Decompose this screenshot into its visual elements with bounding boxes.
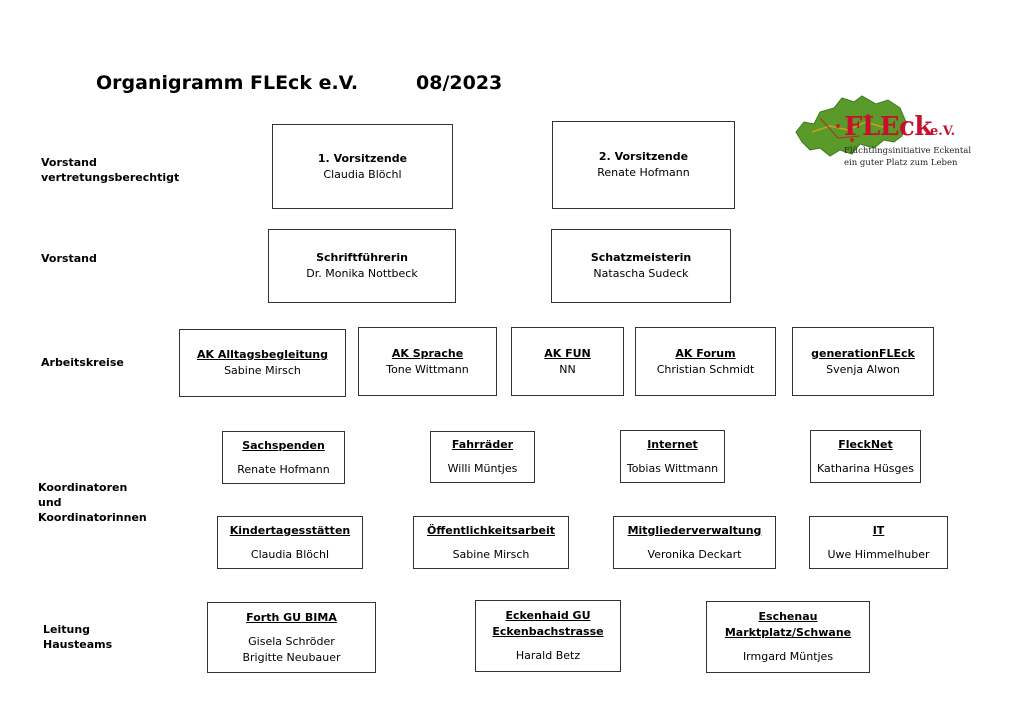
- label-koordinatoren: Koordinatoren und Koordinatorinnen: [38, 481, 147, 524]
- logo-tagline-1: Flüchtlingsinitiative Eckental: [844, 146, 972, 156]
- box-2-vorsitzende: 2. Vorsitzende Renate Hofmann: [552, 121, 735, 209]
- box-internet: Internet Tobias Wittmann: [620, 430, 725, 483]
- logo-tagline-2: ein guter Platz zum Leben: [844, 158, 958, 168]
- box-ak-sprache: AK Sprache Tone Wittmann: [358, 327, 497, 396]
- box-1-vorsitzende: 1. Vorsitzende Claudia Blöchl: [272, 124, 453, 209]
- label-leitung-hausteams: Leitung Hausteams: [43, 623, 113, 651]
- box-it: IT Uwe Himmelhuber: [809, 516, 948, 569]
- label-vorstand: Vorstand: [41, 252, 97, 265]
- box-mitgliederverwaltung: Mitgliederverwaltung Veronika Deckart: [613, 516, 776, 569]
- label-vorstand-vertretungsberechtigt: Vorstand vertretungsberechtigt: [41, 156, 180, 184]
- logo-suffix: e.V.: [930, 124, 956, 139]
- box-schriftfuehrerin: Schriftführerin Dr. Monika Nottbeck: [268, 229, 456, 303]
- label-arbeitskreise: Arbeitskreise: [41, 356, 124, 369]
- box-eschenau: Eschenau Marktplatz/Schwane Irmgard Müntjes: [706, 601, 870, 673]
- box-generationfleck: generationFLEck Svenja Alwon: [792, 327, 934, 396]
- box-schatzmeisterin: Schatzmeisterin Natascha Sudeck: [551, 229, 731, 303]
- box-kindertagesstaetten: Kindertagesstätten Claudia Blöchl: [217, 516, 363, 569]
- box-sachspenden: Sachspenden Renate Hofmann: [222, 431, 345, 484]
- page-date: 08/2023: [416, 72, 503, 94]
- box-oeffentlichkeitsarbeit: Öffentlichkeitsarbeit Sabine Mirsch: [413, 516, 569, 569]
- box-ak-fun: AK FUN NN: [511, 327, 624, 396]
- page-title: Organigramm FLEck e.V.: [96, 72, 359, 94]
- box-ak-forum: AK Forum Christian Schmidt: [635, 327, 776, 396]
- logo-name: FLEck: [844, 112, 932, 142]
- box-eckenhaid-gu: Eckenhaid GU Eckenbachstrasse Harald Betz: [475, 600, 621, 672]
- box-ak-alltagsbegleitung: AK Alltagsbegleitung Sabine Mirsch: [179, 329, 346, 397]
- box-forth-gu-bima: Forth GU BIMA Gisela Schröder Brigitte Neubauer: [207, 602, 376, 673]
- box-fahrraeder: Fahrräder Willi Müntjes: [430, 431, 535, 483]
- box-flecknet: FleckNet Katharina Hüsges: [810, 430, 921, 483]
